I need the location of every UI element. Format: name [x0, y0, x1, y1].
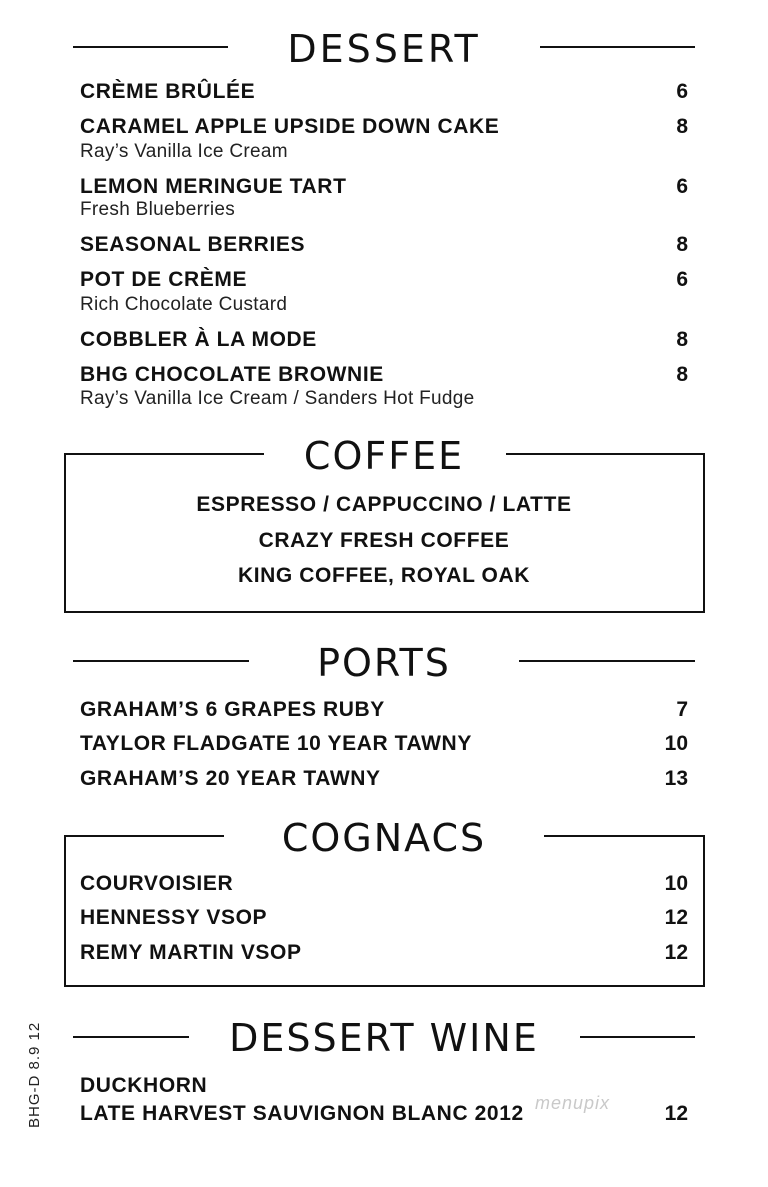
menu-item-price: 12	[664, 1102, 688, 1125]
menu-item-name: REMY MARTIN VSOP	[80, 941, 302, 964]
dessert-heading: DESSERT	[287, 27, 481, 71]
menu-item-price: 12	[664, 906, 688, 929]
menu-item-name: BHG CHOCOLATE BROWNIE	[80, 363, 384, 386]
menu-item-name: GRAHAM’S 20 YEAR TAWNY	[80, 767, 381, 790]
menu-item-name: SEASONAL BERRIES	[80, 233, 306, 256]
menu-item-name: POT DE CRÈME	[80, 268, 248, 291]
menu-item-price: 10	[664, 732, 688, 755]
menu-item-price: 6	[676, 175, 688, 198]
document-code: BHG-D 8.9 12	[26, 1021, 43, 1128]
menu-item-price: 6	[676, 80, 688, 103]
coffee-line: ESPRESSO / CAPPUCCINO / LATTE	[196, 493, 572, 516]
menu-item-name: COURVOISIER	[80, 872, 234, 895]
menu-item-name: LEMON MERINGUE TART	[80, 175, 347, 198]
menu-item-name-line2: LATE HARVEST SAUVIGNON BLANC 2012	[80, 1102, 524, 1125]
menu-item-description: Fresh Blueberries	[80, 199, 236, 220]
menu-item-price: 8	[676, 233, 688, 256]
menu-item-price: 8	[676, 115, 688, 138]
menu-item-name: DUCKHORN	[80, 1074, 208, 1097]
menu-item-price: 10	[664, 872, 688, 895]
coffee-line: KING COFFEE, ROYAL OAK	[237, 564, 531, 587]
menu-item-price: 6	[676, 268, 688, 291]
menu-item-price: 12	[664, 941, 688, 964]
menu-item-price: 7	[676, 698, 688, 721]
coffee-line: CRAZY FRESH COFFEE	[258, 529, 510, 552]
menu-item-name: HENNESSY VSOP	[80, 906, 268, 929]
menu-item-name: GRAHAM’S 6 GRAPES RUBY	[80, 698, 385, 721]
menu-item-price: 13	[664, 767, 688, 790]
cognacs-heading: COGNACS	[281, 816, 487, 860]
menu-item-name: CRÈME BRÛLÉE	[80, 80, 256, 103]
menu-item-price: 8	[676, 328, 688, 351]
ports-heading: PORTS	[317, 641, 451, 685]
menu-item-name: COBBLER À LA MODE	[80, 328, 317, 351]
menu-item-name: TAYLOR FLADGATE 10 YEAR TAWNY	[80, 732, 472, 755]
menu-item-price: 8	[676, 363, 688, 386]
menu-item-description: Ray’s Vanilla Ice Cream	[80, 141, 288, 162]
watermark: menupix	[535, 1093, 611, 1113]
menu-item-description: Ray’s Vanilla Ice Cream / Sanders Hot Fudge	[80, 388, 475, 409]
menu-item-description: Rich Chocolate Custard	[80, 294, 288, 315]
menu-item-name: CARAMEL APPLE UPSIDE DOWN CAKE	[80, 115, 500, 138]
coffee-heading: COFFEE	[303, 434, 465, 478]
dessert-wine-heading: DESSERT WINE	[229, 1016, 539, 1060]
